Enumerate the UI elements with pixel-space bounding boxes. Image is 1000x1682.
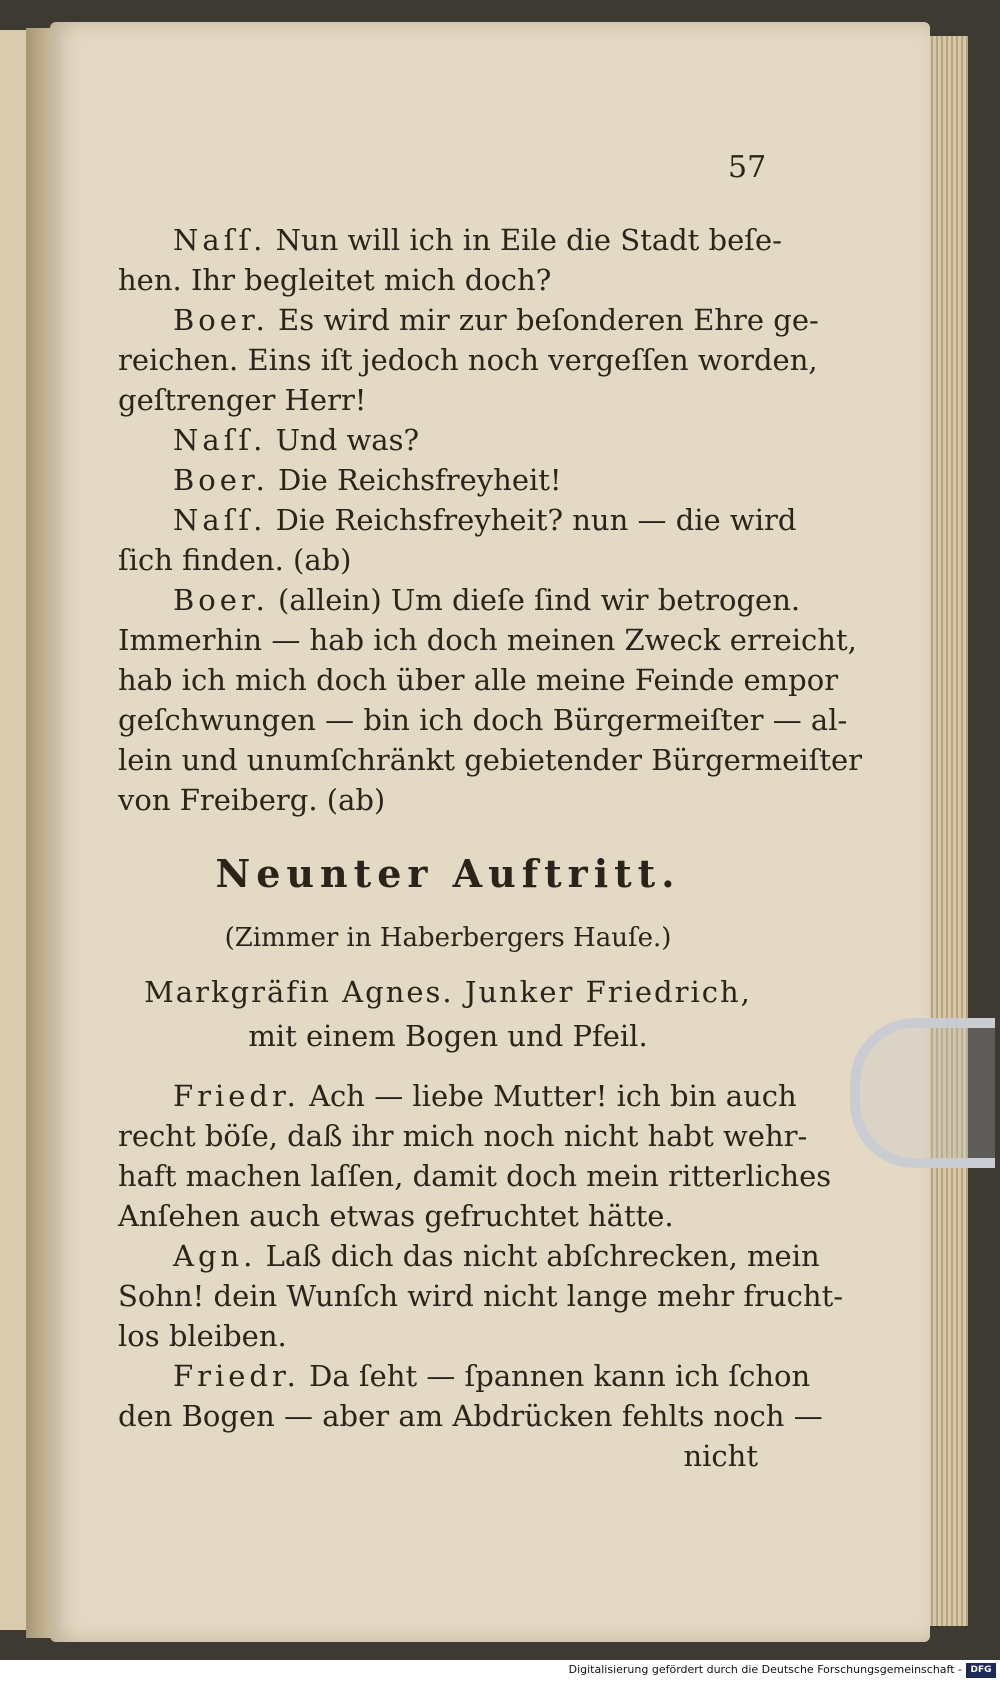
text-line <box>118 260 778 300</box>
line-text: Da ſeht — ſpannen kann ich ſchon <box>309 1359 811 1393</box>
line-text: geſtrenger Herr! <box>118 383 367 417</box>
speaker-name: Agn. <box>173 1239 257 1273</box>
text-line <box>118 580 801 620</box>
text-line <box>118 1316 778 1356</box>
text-line <box>118 620 857 660</box>
text-line <box>118 1236 820 1276</box>
text-line <box>118 380 778 420</box>
text-line <box>118 1356 811 1396</box>
line-text: Ach — liebe Mutter! ich bin auch <box>309 1079 797 1113</box>
text-line <box>118 300 819 340</box>
text-line <box>118 500 797 540</box>
text-line <box>118 540 778 580</box>
speaker-name: Friedr. <box>173 1359 300 1393</box>
page-number: 57 <box>728 150 767 185</box>
line-text: Es wird mir zur beſonderen Ehre ge- <box>278 303 819 337</box>
line-text: Sohn! dein Wunſch wird nicht lange mehr frucht- <box>118 1279 844 1313</box>
scene-heading: Neunter Auftritt. <box>215 851 681 896</box>
text-line <box>118 220 782 260</box>
line-text: recht böſe, daß ihr mich noch nicht habt wehr- <box>118 1119 808 1153</box>
footer-bar <box>0 1660 1000 1682</box>
left-page-edge <box>0 30 28 1630</box>
text-line <box>118 780 778 820</box>
line-text: geſchwungen — bin ich doch Bürgermeiſter — al- <box>118 703 848 737</box>
line-text: lein und unumſchränkt gebietender Bürgermeiſter <box>118 743 863 777</box>
text-line <box>118 420 778 460</box>
line-text: Laß dich das nicht abſchrecken, mein <box>265 1239 820 1273</box>
text-line <box>118 340 818 380</box>
line-text: den Bogen — aber am Abdrücken fehlts noch — <box>118 1399 823 1433</box>
page-text <box>118 150 863 1476</box>
speaker-name: Friedr. <box>173 1079 300 1113</box>
speaker-name: Boer. <box>173 463 269 497</box>
text-line <box>118 700 848 740</box>
funding-credit: Digitalisierung gefördert durch die Deutsche Forschungsgemeinschaft - <box>568 1663 962 1676</box>
text-line <box>118 460 778 500</box>
speaker-name: Naſſ. <box>173 223 267 257</box>
text-line <box>118 1276 844 1316</box>
text-line <box>118 660 839 700</box>
line-text: von Freiberg. (ab) <box>118 783 386 817</box>
line-text: los bleiben. <box>118 1319 287 1353</box>
line-text: Immerhin — hab ich doch meinen Zweck erreicht, <box>118 623 857 657</box>
line-text: Die Reichsfreyheit? nun — die wird <box>275 503 797 537</box>
text-line <box>118 1196 778 1236</box>
stage-direction: (Zimmer in Haberbergers Hauſe.) <box>224 923 672 953</box>
text-line <box>118 1396 823 1436</box>
speaker-name: Naſſ. <box>173 423 267 457</box>
book-gutter <box>26 28 52 1638</box>
line-text: reichen. Eins iſt jedoch noch vergeſſen worden, <box>118 343 818 377</box>
cast-list-continued: mit einem Bogen und Pfeil. <box>248 1019 648 1053</box>
dialogue-block-2 <box>118 1076 844 1436</box>
dfg-logo: DFG <box>966 1663 996 1678</box>
line-text: Und was? <box>275 423 420 457</box>
speaker-name: Naſſ. <box>173 503 267 537</box>
speaker-name: Boer. <box>173 583 269 617</box>
text-line <box>118 740 863 780</box>
page-clip <box>850 1018 995 1168</box>
line-text: haft machen laſſen, damit doch mein ritterliches <box>118 1159 832 1193</box>
speaker-name: Boer. <box>173 303 269 337</box>
page-stack-edge <box>928 36 968 1626</box>
line-text: hab ich mich doch über alle meine Feinde empor <box>118 663 839 697</box>
line-text: ſich finden. (ab) <box>118 543 352 577</box>
text-line <box>118 1156 832 1196</box>
line-text: Nun will ich in Eile die Stadt beſe- <box>275 223 782 257</box>
line-text: Die Reichsfreyheit! <box>278 463 562 497</box>
line-text: hen. Ihr begleitet mich doch? <box>118 263 552 297</box>
cast-list: Markgräfin Agnes. Junker Friedrich, <box>144 975 752 1009</box>
text-line <box>118 1076 797 1116</box>
dialogue-block-1 <box>118 220 863 820</box>
catchword: nicht <box>683 1439 758 1473</box>
line-text: Anſehen auch etwas gefruchtet hätte. <box>118 1199 674 1233</box>
text-line <box>118 1116 808 1156</box>
line-text: (allein) Um dieſe ſind wir betrogen. <box>278 583 801 617</box>
